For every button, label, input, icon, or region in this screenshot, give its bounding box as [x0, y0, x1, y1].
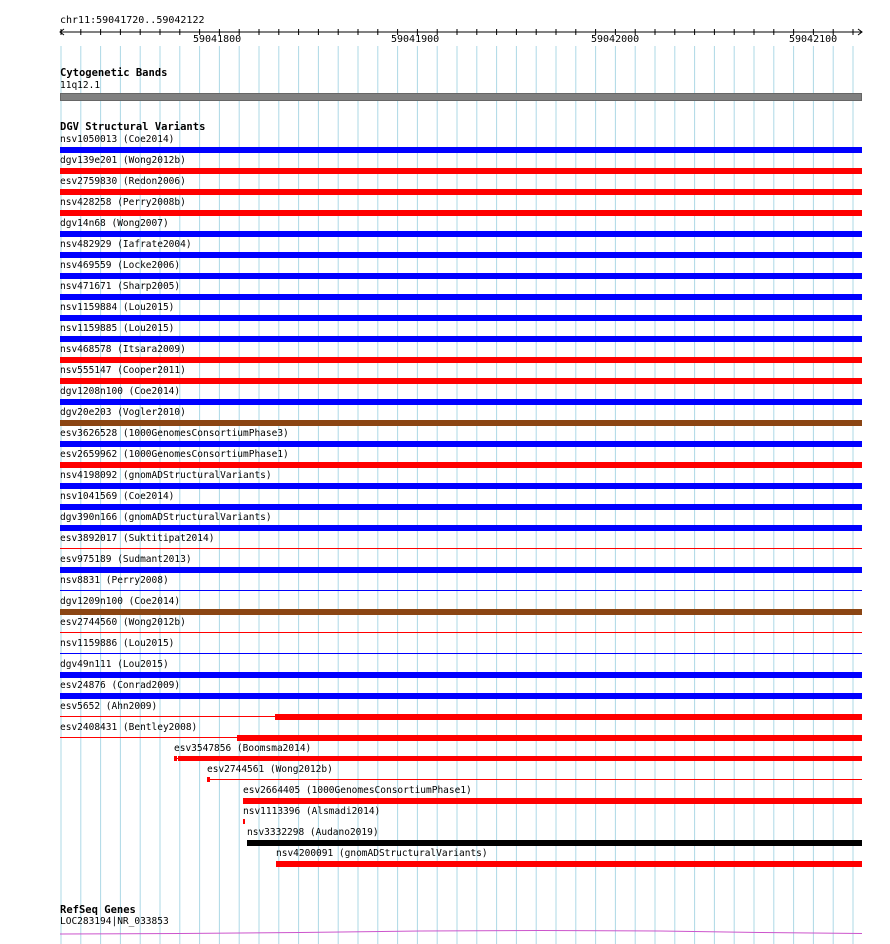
variant-bar[interactable] [60, 567, 862, 573]
variant-label[interactable]: esv2759830 (Redon2006) [60, 176, 186, 187]
ruler-tick-label: 59042000 [591, 34, 640, 45]
variant-bar[interactable] [60, 462, 862, 468]
variant-bar[interactable] [60, 294, 862, 300]
refseq-gene-label[interactable]: LOC283194|NR_033853 [60, 916, 169, 927]
variant-bar[interactable] [247, 840, 862, 846]
variant-bar[interactable] [60, 672, 862, 678]
variant-label[interactable]: esv3547856 (Boomsma2014) [174, 743, 312, 754]
variant-label[interactable]: dgv20e203 (Vogler2010) [60, 407, 186, 418]
variant-label[interactable]: nsv4198092 (gnomADStructuralVariants) [60, 470, 272, 481]
variant-label[interactable]: nsv471671 (Sharp2005) [60, 281, 181, 292]
variant-label[interactable]: esv5652 (Ahn2009) [60, 701, 158, 712]
ruler-tick-label: 59041900 [391, 34, 440, 45]
variant-label[interactable]: nsv1159884 (Lou2015) [60, 302, 175, 313]
variant-bar[interactable] [60, 168, 862, 174]
variant-bar[interactable] [60, 252, 862, 258]
variant-bar[interactable] [60, 273, 862, 279]
refseq-gene-line[interactable] [60, 926, 862, 938]
variant-bar[interactable] [60, 693, 862, 699]
variant-label[interactable]: nsv1041569 (Coe2014) [60, 491, 175, 502]
variant-label[interactable]: nsv8831 (Perry2008) [60, 575, 169, 586]
variant-bar[interactable] [60, 336, 862, 342]
variant-bar[interactable] [243, 798, 862, 804]
variant-label[interactable]: nsv482929 (Iafrate2004) [60, 239, 192, 250]
variant-marker[interactable] [207, 777, 210, 782]
variant-label[interactable]: esv975189 (Sudmant2013) [60, 554, 192, 565]
variant-bar[interactable] [60, 189, 862, 195]
cytoband-bar[interactable] [60, 93, 862, 101]
variant-label[interactable]: nsv469559 (Locke2006) [60, 260, 181, 271]
variant-bar[interactable] [60, 525, 862, 531]
variant-bar[interactable] [60, 483, 862, 489]
cytoband-track-title[interactable]: Cytogenetic Bands [60, 67, 168, 79]
variant-bar[interactable] [60, 548, 862, 549]
cytoband-label[interactable]: 11q12.1 [60, 80, 101, 91]
variant-label[interactable]: esv3892017 (Suktitipat2014) [60, 533, 215, 544]
variant-bar[interactable] [60, 210, 862, 216]
variant-bar[interactable] [60, 609, 862, 615]
variant-bar[interactable] [207, 779, 862, 780]
variant-label[interactable]: esv2659962 (1000GenomesConsortiumPhase1) [60, 449, 289, 460]
variant-bar[interactable] [60, 632, 862, 633]
variant-bar[interactable] [60, 378, 862, 384]
variant-label[interactable]: dgv1209n100 (Coe2014) [60, 596, 181, 607]
variant-label[interactable]: esv2408431 (Bentley2008) [60, 722, 198, 733]
ruler-tick-label: 59042100 [789, 34, 838, 45]
dgv-track-title[interactable]: DGV Structural Variants [60, 121, 206, 133]
variant-label[interactable]: nsv428258 (Perry2008b) [60, 197, 186, 208]
variant-bar[interactable] [60, 590, 862, 591]
variant-bar[interactable] [60, 357, 862, 363]
refseq-track-title[interactable]: RefSeq Genes [60, 904, 136, 916]
variant-bar[interactable] [60, 441, 862, 447]
position-label: chr11:59041720..59042122 [60, 15, 205, 26]
variant-marker[interactable] [243, 819, 245, 824]
ruler-tick-label: 59041800 [193, 34, 242, 45]
variant-bar[interactable] [237, 735, 862, 741]
variant-label[interactable]: nsv4200091 (gnomADStructuralVariants) [276, 848, 488, 859]
variant-label[interactable]: nsv555147 (Cooper2011) [60, 365, 186, 376]
ruler [58, 26, 864, 38]
variant-label[interactable]: nsv1159885 (Lou2015) [60, 323, 175, 334]
variant-bar[interactable] [276, 861, 862, 867]
variant-bar[interactable] [60, 504, 862, 510]
variant-bar[interactable] [275, 714, 862, 720]
variant-label[interactable]: nsv1159886 (Lou2015) [60, 638, 175, 649]
variant-bar[interactable] [60, 737, 237, 738]
variant-label[interactable]: esv24876 (Conrad2009) [60, 680, 181, 691]
variant-label[interactable]: nsv3332298 (Audano2019) [247, 827, 379, 838]
variant-bar[interactable] [60, 315, 862, 321]
variant-bar[interactable] [178, 756, 862, 761]
variant-label[interactable]: esv3626528 (1000GenomesConsortiumPhase3) [60, 428, 289, 439]
variant-label[interactable]: nsv1050013 (Coe2014) [60, 134, 175, 145]
variant-bar[interactable] [60, 399, 862, 405]
variant-label[interactable]: dgv139e201 (Wong2012b) [60, 155, 186, 166]
variant-label[interactable]: dgv390n166 (gnomADStructuralVariants) [60, 512, 272, 523]
variant-label[interactable]: nsv468578 (Itsara2009) [60, 344, 186, 355]
variant-label[interactable]: esv2744560 (Wong2012b) [60, 617, 186, 628]
variant-bar[interactable] [60, 147, 862, 153]
variant-bar[interactable] [60, 653, 862, 654]
variant-bar[interactable] [60, 716, 275, 717]
variant-label[interactable]: nsv1113396 (Alsmadi2014) [243, 806, 381, 817]
variant-label[interactable]: dgv1208n100 (Coe2014) [60, 386, 181, 397]
variant-label[interactable]: dgv49n111 (Lou2015) [60, 659, 169, 670]
variant-bar[interactable] [60, 420, 862, 426]
variant-label[interactable]: esv2664405 (1000GenomesConsortiumPhase1) [243, 785, 472, 796]
variant-label[interactable]: dgv14n68 (Wong2007) [60, 218, 169, 229]
variant-bar[interactable] [60, 231, 862, 237]
variant-label[interactable]: esv2744561 (Wong2012b) [207, 764, 333, 775]
